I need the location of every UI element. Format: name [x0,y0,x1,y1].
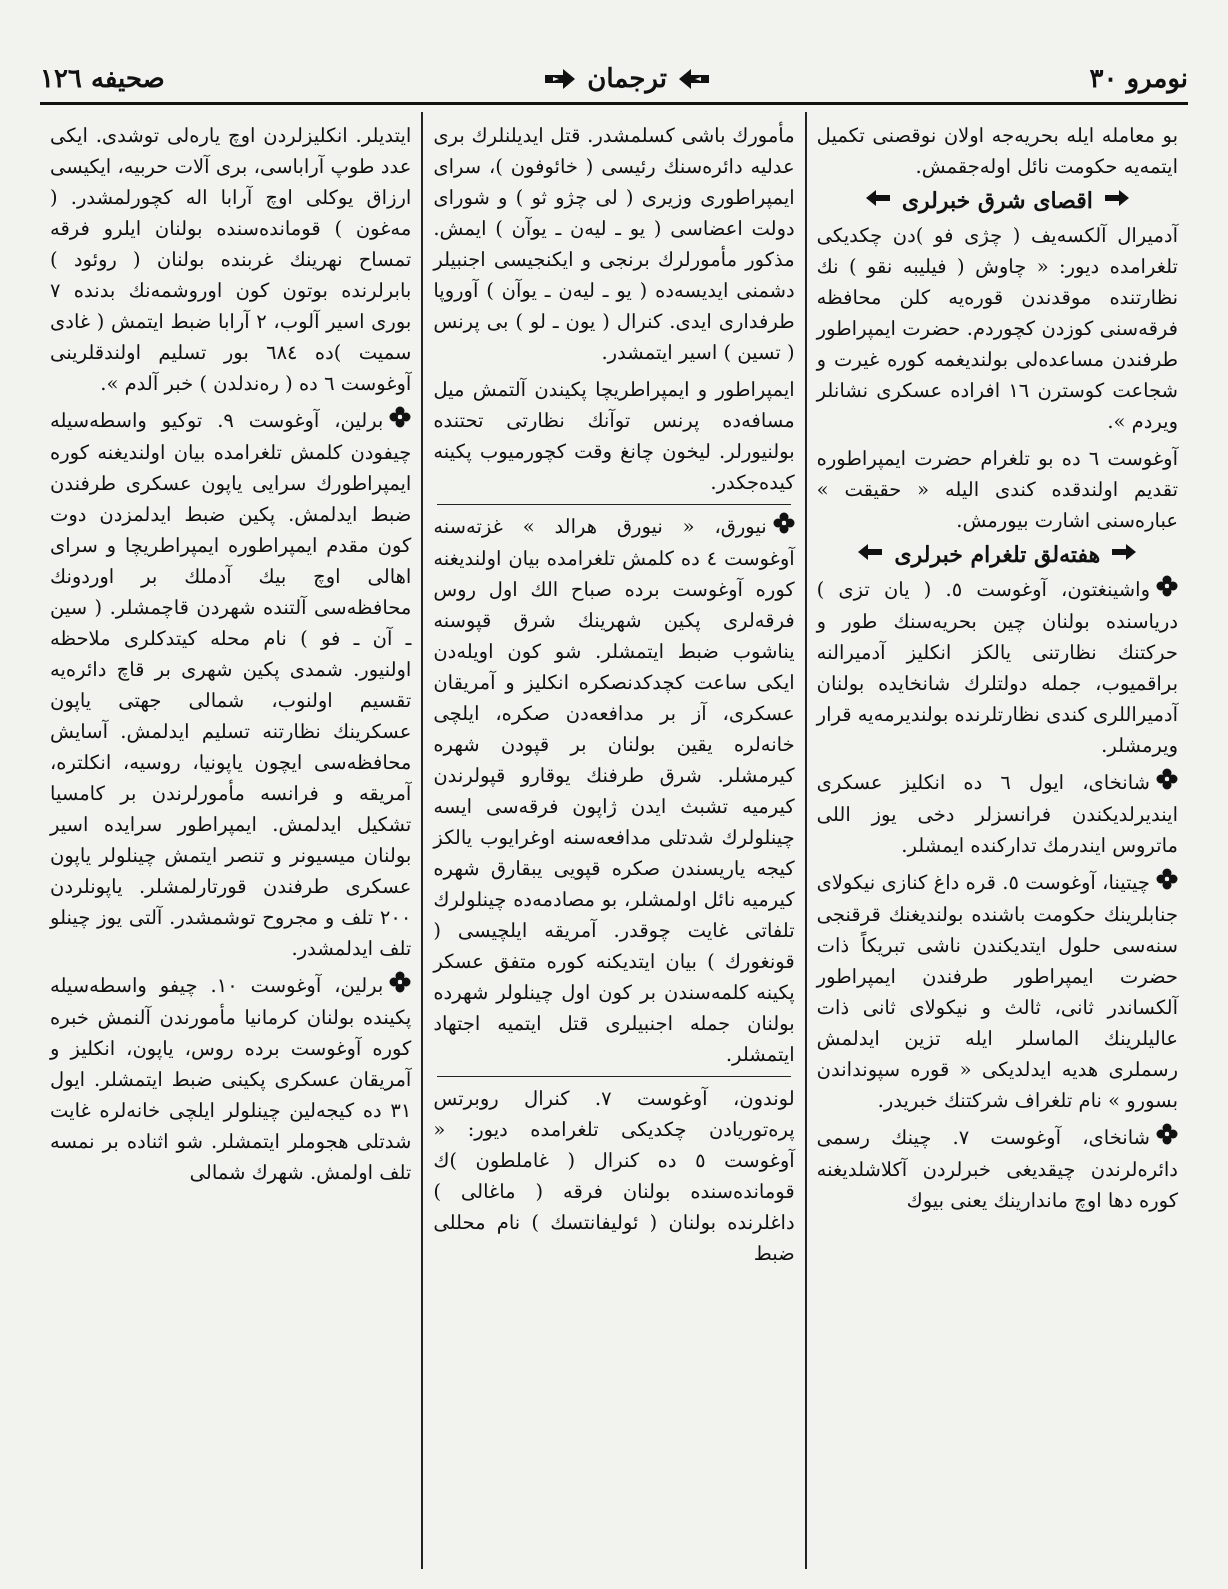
dispatch-paragraph [817,867,1178,1116]
article-columns [40,112,1188,1569]
article-paragraph [817,443,1178,536]
dispatch-paragraph [817,1122,1178,1216]
right-ornament-icon [543,66,577,92]
column-divider-rule [437,1076,790,1077]
paragraph-text: برلین، آوغوست ٩. توکیو واسطه‌سیله چیفودن کلمش تلغرامده بیان اولندیغنه کوره ایمپراطورك سرایی یاپون عسکری طرفندن ضبط ایدلمش. پکین ضبط ایدلمزدن دوت کون مقدم ایمپراطوره ایمپراطریچا و سرای اهالی اوچ بیك آدملك بر اوردونك محافظه‌سی آلتنده شهردن قاچمشلر. ( سین ـ آن ـ فو ) نام محله کیتدکلری ملاحظه اولنیور. شمدی پکین شهری بر قاچ دائره‌یه تقسیم اولنوب، شمالی جهتی یاپون عسکرینك نظارتنه تسلیم ایدلمش. آسایش محافظه‌سی ایچون یاپونیا، روسیه، انکلترە، آمریقه و فرانسه مأمورلرندن بر کامسیا تشکیل ایدلمش. ایمپراطور سرایده اسیر بولنان میسیونر و تنصر ایتمش چینلولر یاپون عسکری طرفندن قورتارلمشلر. یاپونلردن ٢٠٠ تلف و مجروح توشمشدر. آلتی یوز چینلو تلف ایدلمشدر. [50,409,412,960]
section-heading [817,542,1178,568]
paragraph-text: نیورق، « نیورق هرالد » غزته‌سنه آوغوست ٤ ده کلمش تلغرامده بیان اولندیغنه کوره آوغوست برده صباح الك اول روس فرقه‌لری پکین شهرینك شرق قپوسنه یناشوب ضبط ایتمشلر. شو کون اویله‌دن ایکی ساعت کچدکدنصکره انکلیز و آمریقان عسکری، آز بر مدافعه‌دن صکره، ایلچی خانه‌لره یقین بولنان بر قپودن شهره کیرمشلر. شرق طرفنك یوقارو قپولرندن کیرمیه تشبث ایدن ژاپون فرقه‌سی ایسه چینلولرك شدتلی مدافعه‌سنه اوغرایوب یالکز کیجه یاریسندن صکره قپویی یبقارق شهره کیرمیه نائل اولمشلر، بو مصادمه‌ده چینلولرك تلفاتی غایت چوقدر. آمریقه ایلچیسی ( قونغورك ) بیان ایتدیکنه کوره متفق عسکر پکینه کلمه‌سندن بر کون اول چینلولر شهرده بولنان جمله اجنبیلری قتل ایتمیه اجتهاد ایتمشلر. [433,515,795,1066]
article-paragraph [817,220,1178,437]
paragraph-text: شانخای، آوغوست ٧. چینك رسمی دائره‌لرندن چیقدیغی خبرلردن آکلاشلدیغنه کوره دها اوچ ماندارینك یعنی بیوك [816,1126,1178,1212]
fleuron-icon [1156,768,1178,799]
dispatch-paragraph [50,970,411,1188]
column-divider-rule [437,504,790,505]
article-paragraph [433,374,794,498]
paragraph-text: چیتینا، آوغوست ٥. قره داغ کنازی نیکولای جنابلرینك حکومت باشنده بولندیغنك قرقنجی سنه‌سی حلول ایتدیکندن ناشی تبریکاً ذات حضرت ایمپراطور طرفندن ایمپراطور آلکساندر ثانی، ثالث و نیکولای ثانی ذات عالیلرینك الماسلر ایله تزین ایدلمش رسملری هدیه ایدلدیکی « قوره سپونداندن بسورو » نام تلغراف شرکتنك خبریدر. [816,871,1178,1112]
fleuron-icon [1156,575,1178,606]
paragraph-text: بو معامله ایله بحریه‌جه اولان نوقصنی تکمیل ایتمه‌یه حکومت نائل اوله‌جقمش. [816,124,1178,178]
fleuron-icon [389,406,411,437]
column-3 [40,112,423,1569]
article-paragraph [50,120,411,399]
heading-ornament-icon [864,188,892,214]
article-paragraph [817,120,1178,182]
dispatch-paragraph [817,767,1178,861]
paragraph-text: آدمیرال آلکسه‌یف ( چژی فو )دن چکدیکی تلغرامده دیور: « چاوش ( فیلیبه نقو ) نك نظارتنده موقدندن قوره‌یه کلن محافظه فرقه‌سنی کوزدن کچوردم. حضرت ایمپراطور طرفندن مساعده‌لی بولندیغمه کوره غیرت و شجاعت کوسترن ١٦ افراده عسکری نشانلر ویردم ». [816,224,1178,433]
left-ornament-icon [677,66,711,92]
article-paragraph [433,120,794,368]
fleuron-icon [1156,868,1178,899]
article-paragraph [433,1083,794,1269]
section-heading-text: هفته‌لق تلغرام خبرلری [894,542,1101,568]
paragraph-text: واشینغتون، آوغوست ٥. ( یان تزی ) دریاسنده بولنان چین بحریه‌سنك طور و حرکتنك نظارتنی یالکز انکلیز آدمیرالنه براقمیوب، جمله دولتلرك شانخایده بولنان آدمیراللری کندی نظارتلرنده بولندیرمه‌یه قرار ویرمشلر. [816,578,1178,757]
page-number: صحیفه ١٢٦ [40,64,165,94]
paragraph-text: مأمورك باشی کسلمشدر. قتل ایدیلنلرك بری عدلیه دائره‌سنك رئیسی ( خائوفون )، سرای ایمپراطوری وزیری ( لی چژو ثو ) و شورای دولت اعضاسی ( یو ـ لیه‌ن ـ یوآن ) ایمش. مذکور مأمورلرك برنجی و ایکنجیسی اجنبیلر دشمنی ایدیسه‌ده ( یو ـ لیه‌ن ـ یوآن ) آوروپا طرفداری ایدی. کنرال ( یون ـ لو ) بی پرنس ( تسین ) اسیر ایتمشدر. [433,124,795,364]
fleuron-icon [389,971,411,1002]
fleuron-icon [1156,1123,1178,1154]
dispatch-paragraph [50,405,411,964]
paragraph-text: برلین، آوغوست ١٠. چیفو واسطه‌سیله پکینده بولنان کرمانیا مأمورندن آلنمش خبره کوره آوغوست برده روس، یاپون، انکلیز و آمریقان عسکری پکینی ضبط ایتمشلر. ایول ٣١ ده کیجه‌لین چینلولر ایلچی خانه‌لره غایت شدتلی هجوملر ایتمشلر. شو اثناده بر نمسه تلف اولمش. شهرك شمالی [50,974,412,1184]
page-header [40,56,1188,105]
section-heading [817,188,1178,214]
masthead-title-group [543,64,711,94]
paragraph-text: شانخای، ایول ٦ ده انکلیز عسکری ایندیرلدیکندن فرانسزلر دخی یوز اللی ماتروس ایندرمك تدارکنده ایمشلر. [816,771,1178,857]
fleuron-icon [773,512,795,543]
column-1 [807,112,1188,1569]
paragraph-text: ایمپراطور و ایمپراطریچا پکیندن آلتمش میل مسافه‌ده پرنس توآنك نظارتی تحتنده بولنیورلر. لیخون چانغ وقت کچورمیوب پکینه کیده‌جکدر. [433,378,795,494]
column-2 [423,112,806,1569]
heading-ornament-icon [1110,542,1138,568]
heading-ornament-icon [1103,188,1131,214]
dispatch-paragraph [433,511,794,1070]
dispatch-paragraph [817,574,1178,761]
heading-ornament-icon [856,542,884,568]
section-heading-text: اقصای شرق خبرلری [901,188,1093,214]
paragraph-text: لوندون، آوغوست ٧. کنرال روبرتس پره‌توریادن چکدیکی تلغرامده دیور: « آوغوست ٥ ده کنرال ( غاملطون )ك قوماندەسنده بولنان فرقه ( ماغالی ) داغلرنده بولنان ( ئولیفانتسك ) نام محللی ضبط [433,1087,795,1265]
masthead-title: ترجمان [587,64,667,94]
paragraph-text: ایتدیلر. انکلیزلردن اوچ یاره‌لی توشدی. ایکی عدد طوپ آراباسی، بری آلات حربیه، ایکیسی ارزاق یوکلی اوچ آرابا اله کچورلمشدر. ( مه‌غون ) قوماندەسنده بولنان ایلرو فرقه تمساح نهرینك غربنده بولنان ( روئود ) بابرلرنده بوتون کون اوروشمه‌نك بدنده ٧ بوری اسیر آلوب، ٢ آرابا ضبط ایتمش ( غادی سمیت )ده ٦٨٤ بور تسلیم اولندقلرینی آوغوست ٦ ده ( ره‌ندلدن ) خبر آلدم ». [50,124,412,395]
paragraph-text: آوغوست ٦ ده بو تلغرام حضرت ایمپراطوره تقدیم اولندقده کندی الیله « حقیقت » عبارەسنی اشارت بیورمش. [816,447,1178,532]
issue-number: نومرو ٣٠ [1089,64,1188,94]
